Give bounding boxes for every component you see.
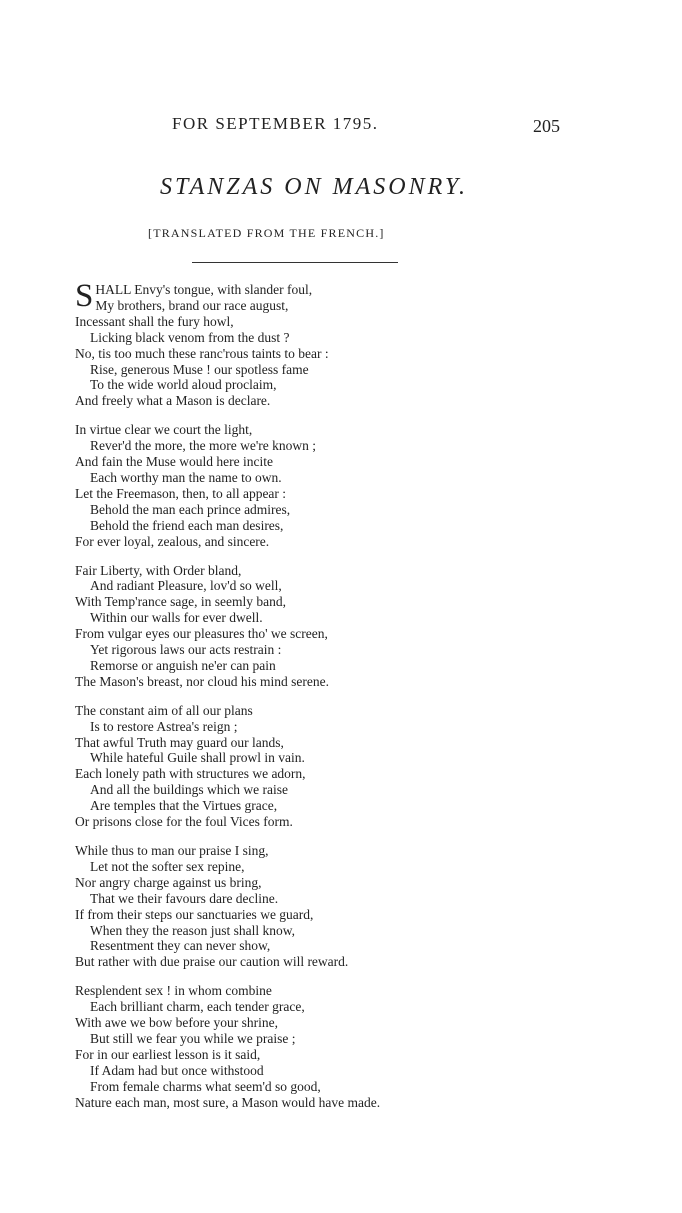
stanza [75, 563, 485, 690]
verse-line-text: If from their steps our sanctuaries we guard, [75, 906, 314, 922]
poem-title: STANZAS ON MASONRY. [160, 174, 468, 200]
verse-line [75, 766, 485, 782]
drop-cap: S [75, 278, 94, 314]
verse-line-text: But still we fear you while we praise ; [90, 1030, 296, 1046]
verse-line-text: From female charms what seem'd so good, [90, 1078, 321, 1094]
title-rule [192, 262, 398, 263]
verse-line [75, 610, 485, 626]
verse-line-text: To the wide world aloud proclaim, [90, 377, 277, 393]
verse-line [75, 1095, 485, 1111]
verse-line-text: While thus to man our praise I sing, [75, 843, 269, 858]
verse-line [75, 843, 485, 859]
verse-line [75, 594, 485, 610]
verse-line [75, 563, 485, 579]
verse-line [75, 642, 485, 658]
verse-line-text: My brothers, brand our race august, [95, 297, 289, 313]
stanza [75, 843, 485, 970]
verse-line [75, 814, 485, 830]
verse-line-text: For ever loyal, zealous, and sincere. [75, 533, 270, 549]
verse-line-text: Rever'd the more, the more we're known ; [90, 438, 317, 454]
verse-line-text: Each worthy man the name to own. [90, 469, 282, 485]
verse-line [75, 1047, 485, 1063]
verse-line-text: While hateful Guile shall prowl in vain. [90, 750, 305, 766]
verse-line [75, 938, 485, 954]
verse-line [75, 626, 485, 642]
verse-line [75, 875, 485, 891]
verse-line-text: Or prisons close for the foul Vices form. [75, 814, 293, 830]
verse-line [75, 719, 485, 735]
verse-line-text: Let not the softer sex repine, [90, 858, 245, 874]
verse-line [75, 798, 485, 814]
verse-line [75, 377, 485, 393]
verse-line [75, 923, 485, 939]
verse-line-text: Rise, generous Muse ! our spotless fame [90, 361, 309, 377]
verse-line-text: Within our walls for ever dwell. [90, 610, 263, 626]
verse-line-text: And all the buildings which we raise [90, 782, 288, 798]
verse-line [75, 438, 485, 454]
verse-line [75, 578, 485, 594]
verse-line-text: Each brilliant charm, each tender grace, [90, 999, 305, 1015]
verse-line-text: Resentment they can never show, [90, 938, 271, 954]
verse-line [75, 298, 485, 314]
verse-line-text: Nature each man, most sure, a Mason would have made. [75, 1094, 381, 1110]
verse-line-text: Remorse or anguish ne'er can pain [90, 657, 276, 673]
verse-line [75, 658, 485, 674]
stanza [75, 983, 485, 1110]
verse-line-text: That we their favours dare decline. [90, 890, 279, 906]
verse-line-text: And radiant Pleasure, lov'd so well, [90, 578, 282, 594]
verse-line-text: And fain the Muse would here incite [75, 454, 273, 470]
verse-line-text: For in our earliest lesson is it said, [75, 1046, 261, 1062]
verse-line [75, 534, 485, 550]
verse-line [75, 346, 485, 362]
verse-line-text: Incessant shall the fury howl, [75, 313, 234, 329]
verse-line [75, 750, 485, 766]
verse-line-text: HALL Envy's tongue, with slander foul, [95, 282, 313, 297]
stanza [75, 703, 485, 830]
stanza [75, 278, 485, 409]
verse-line-text: No, tis too much these ranc'rous taints to bear : [75, 345, 329, 361]
verse-line [75, 454, 485, 470]
verse-line-text: Behold the man each prince admires, [90, 501, 291, 517]
verse-line-text: Licking black venom from the dust ? [90, 329, 290, 345]
verse-line-text: With awe we bow before your shrine, [75, 1015, 279, 1031]
verse-line [75, 999, 485, 1015]
verse-line-text: That awful Truth may guard our lands, [75, 734, 284, 750]
verse-line [75, 782, 485, 798]
verse-line [75, 891, 485, 907]
verse-line-text: Fair Liberty, with Order bland, [75, 562, 242, 578]
verse-line-text: When they the reason just shall know, [90, 922, 295, 938]
verse-line [75, 502, 485, 518]
verse-line [75, 470, 485, 486]
verse-line-text: Behold the friend each man desires, [90, 517, 284, 533]
verse-line [75, 983, 485, 999]
verse-line [75, 486, 485, 502]
verse-line [75, 674, 485, 690]
verse-line [75, 282, 485, 298]
verse-line-text: In virtue clear we court the light, [75, 422, 253, 438]
verse-line [75, 735, 485, 751]
verse-line-text: The Mason's breast, nor cloud his mind serene. [75, 673, 330, 689]
verse-line [75, 1079, 485, 1095]
running-head: FOR SEPTEMBER 1795. [172, 114, 379, 133]
verse-line-text: Is to restore Astrea's reign ; [90, 718, 238, 734]
verse-line-text: Yet rigorous laws our acts restrain : [90, 642, 282, 658]
verse-line-text: Each lonely path with structures we adorn, [75, 766, 306, 782]
verse-line [75, 907, 485, 923]
verse-line-text: From vulgar eyes our pleasures tho' we screen, [75, 626, 328, 642]
verse-line [75, 314, 485, 330]
verse-line-text: But rather with due praise our caution will reward. [75, 954, 349, 970]
verse-line [75, 422, 485, 438]
verse-line [75, 703, 485, 719]
verse-line [75, 362, 485, 378]
verse-line [75, 393, 485, 409]
verse-line-text: Nor angry charge against us bring, [75, 874, 262, 890]
verse-line [75, 954, 485, 970]
verse-line [75, 1063, 485, 1079]
verse-line [75, 1015, 485, 1031]
verse-line-text: Resplendent sex ! in whom combine [75, 983, 272, 999]
verse-line [75, 1031, 485, 1047]
verse-line-text: Let the Freemason, then, to all appear : [75, 485, 287, 501]
verse-line-text: If Adam had but once withstood [90, 1062, 264, 1078]
poem-body [75, 278, 485, 1124]
poem-subtitle: [TRANSLATED FROM THE FRENCH.] [148, 226, 385, 240]
page-number: 205 [533, 116, 560, 136]
verse-line [75, 518, 485, 534]
verse-line-text: The constant aim of all our plans [75, 702, 253, 718]
verse-line-text: With Temp'rance sage, in seemly band, [75, 594, 287, 610]
verse-line [75, 330, 485, 346]
stanza [75, 422, 485, 549]
verse-line-text: Are temples that the Virtues grace, [90, 798, 278, 814]
verse-line-text: And freely what a Mason is declare. [75, 393, 271, 409]
verse-line [75, 859, 485, 875]
